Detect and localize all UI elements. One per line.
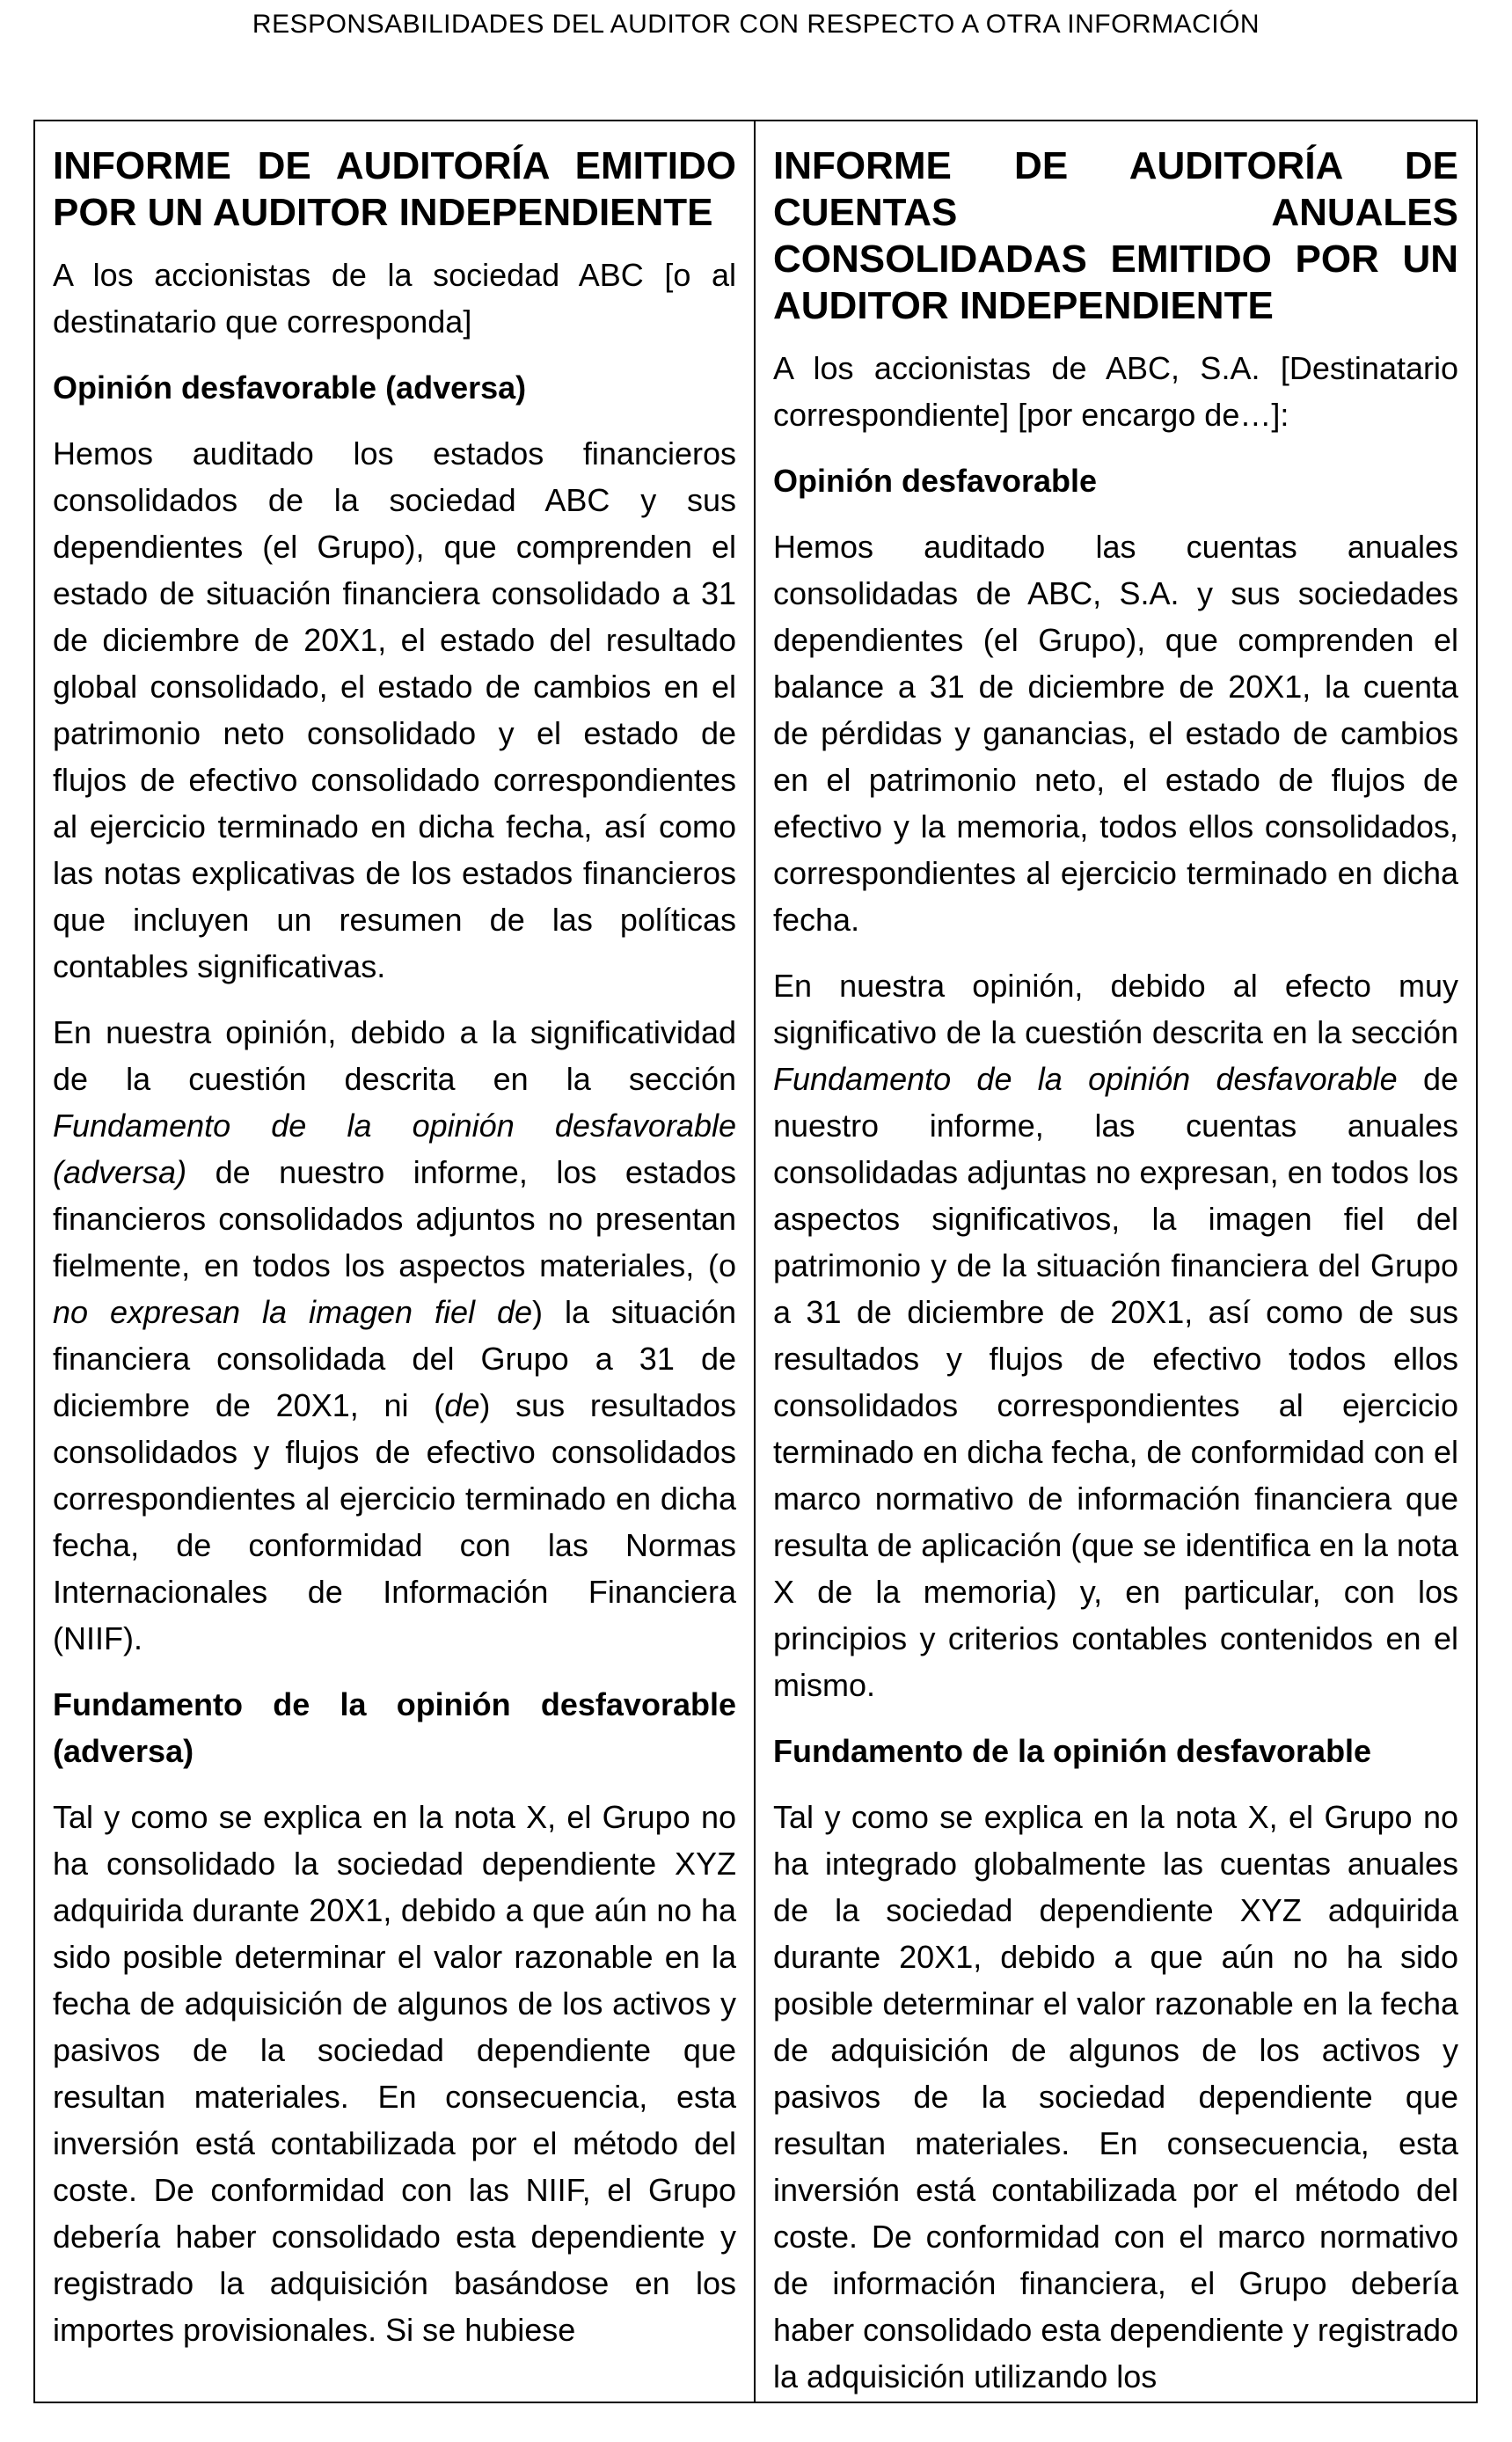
right-addressee: A los accionistas de ABC, S.A. [Destinatario correspondiente] [por encargo de…]: — [773, 350, 1458, 433]
alternative-wording: de — [444, 1387, 480, 1423]
right-opinion-heading: Opinión desfavorable — [773, 463, 1098, 499]
alternative-wording: no expresan la imagen fiel de — [53, 1294, 533, 1330]
right-basis-paragraph: Tal y como se explica en la nota X, el Grupo no ha integrado globalmente las cuentas anuales de la sociedad dependiente XYZ adquirida durante 20X1, debido a que aún no ha sido posible determinar el valor razonable en la fecha de adquisición de algunos de los activos y pasivos de la sociedad dependiente que resultan materiales. En consecuencia, esta inversión está contabilizada por el método del coste. De conformidad con el marco normativo de información financiera, el Grupo debería haber consolidado esta dependiente y registrado la adquisición utilizando los — [773, 1799, 1458, 2394]
section-reference: Fundamento de la opinión desfavorable — [773, 1061, 1398, 1097]
left-scope-paragraph: Hemos auditado los estados financieros consolidados de la sociedad ABC y sus dependientes (el Grupo), que comprenden el estado de situación financiera consolidado a 31 de diciembre de 20X1, el estado del resultado global consolidado, el estado de cambios en el patrimonio neto consolidado y el estado de flujos de efectivo consolidado correspondientes al ejercicio terminado en dicha fecha, así como las notas explicativas de los estados financieros que incluyen un resumen de las políticas contables significativas. — [53, 435, 736, 984]
comparison-table — [33, 120, 1478, 2403]
right-opinion-paragraph — [773, 962, 1458, 1708]
left-column — [35, 121, 756, 2402]
right-column-title: INFORME DE AUDITORÍA DE CUENTAS ANUALES CONSOLIDADAS EMITIDO POR UN AUDITOR INDEPENDIENTE — [773, 144, 1458, 327]
left-opinion-paragraph — [53, 1009, 736, 1662]
running-header: RESPONSABILIDADES DEL AUDITOR CON RESPECTO A OTRA INFORMACIÓN — [252, 10, 1260, 39]
text-run: ) sus resultados consolidados y flujos de efectivo consolidados correspondientes al ejercicio terminado en dicha fecha, de conformidad con las Normas Internacionales de Información Financiera (NIIF). — [53, 1387, 736, 1656]
left-column-title: INFORME DE AUDITORÍA EMITIDO POR UN AUDITOR INDEPENDIENTE — [53, 144, 736, 234]
right-basis-heading: Fundamento de la opinión desfavorable — [773, 1733, 1372, 1769]
left-addressee: A los accionistas de la sociedad ABC [o al destinatario que corresponda] — [53, 257, 736, 340]
section-reference: Fundamento de la opinión desfavorable (adversa) — [53, 1108, 736, 1190]
right-column — [756, 121, 1476, 2402]
text-run: En nuestra opinión, debido al efecto muy significativo de la cuestión descrita en la sección — [773, 968, 1458, 1050]
left-opinion-heading: Opinión desfavorable (adversa) — [53, 369, 527, 406]
left-basis-heading: Fundamento de la opinión desfavorable (adversa) — [53, 1686, 736, 1769]
right-scope-paragraph: Hemos auditado las cuentas anuales consolidadas de ABC, S.A. y sus sociedades dependientes (el Grupo), que comprenden el balance a 31 de diciembre de 20X1, la cuenta de pérdidas y ganancias, el estado de cambios en el patrimonio neto, el estado de flujos de efectivo y la memoria, todos ellos consolidados, correspondientes al ejercicio terminado en dicha fecha. — [773, 529, 1458, 938]
text-run: En nuestra opinión, debido a la significatividad de la cuestión descrita en la sección — [53, 1014, 736, 1097]
text-run: de nuestro informe, las cuentas anuales consolidadas adjuntas no expresan, en todos los aspectos significativos, la imagen fiel del patrimonio y de la situación financiera del Grupo a 31 de diciembre de 20X1, así como de sus resultados y flujos de efectivo todos ellos consolidados correspondientes al ejercicio terminado en dicha fecha, de conformidad con el marco normativo de información financiera que resulta de aplicación (que se identifica en la nota X de la memoria) y, en particular, con los principios y criterios contables contenidos en el mismo. — [773, 1061, 1459, 1703]
text-run: ) la situación financiera consolidada del Grupo a 31 de diciembre de 20X1, ni ( — [53, 1294, 736, 1423]
text-run: de nuestro informe, los estados financieros consolidados adjuntos no presentan fielmente, en todos los aspectos materiales, (o — [53, 1154, 736, 1283]
left-basis-paragraph: Tal y como se explica en la nota X, el Grupo no ha consolidado la sociedad dependiente XYZ adquirida durante 20X1, debido a que aún no ha sido posible determinar el valor razonable en la fecha de adquisición de algunos de los activos y pasivos de la sociedad dependiente que resultan materiales. En consecuencia, esta inversión está contabilizada por el método del coste. De conformidad con las NIIF, el Grupo debería haber consolidado esta dependiente y registrado la adquisición basándose en los importes provisionales. Si se hubiese — [53, 1799, 736, 2348]
